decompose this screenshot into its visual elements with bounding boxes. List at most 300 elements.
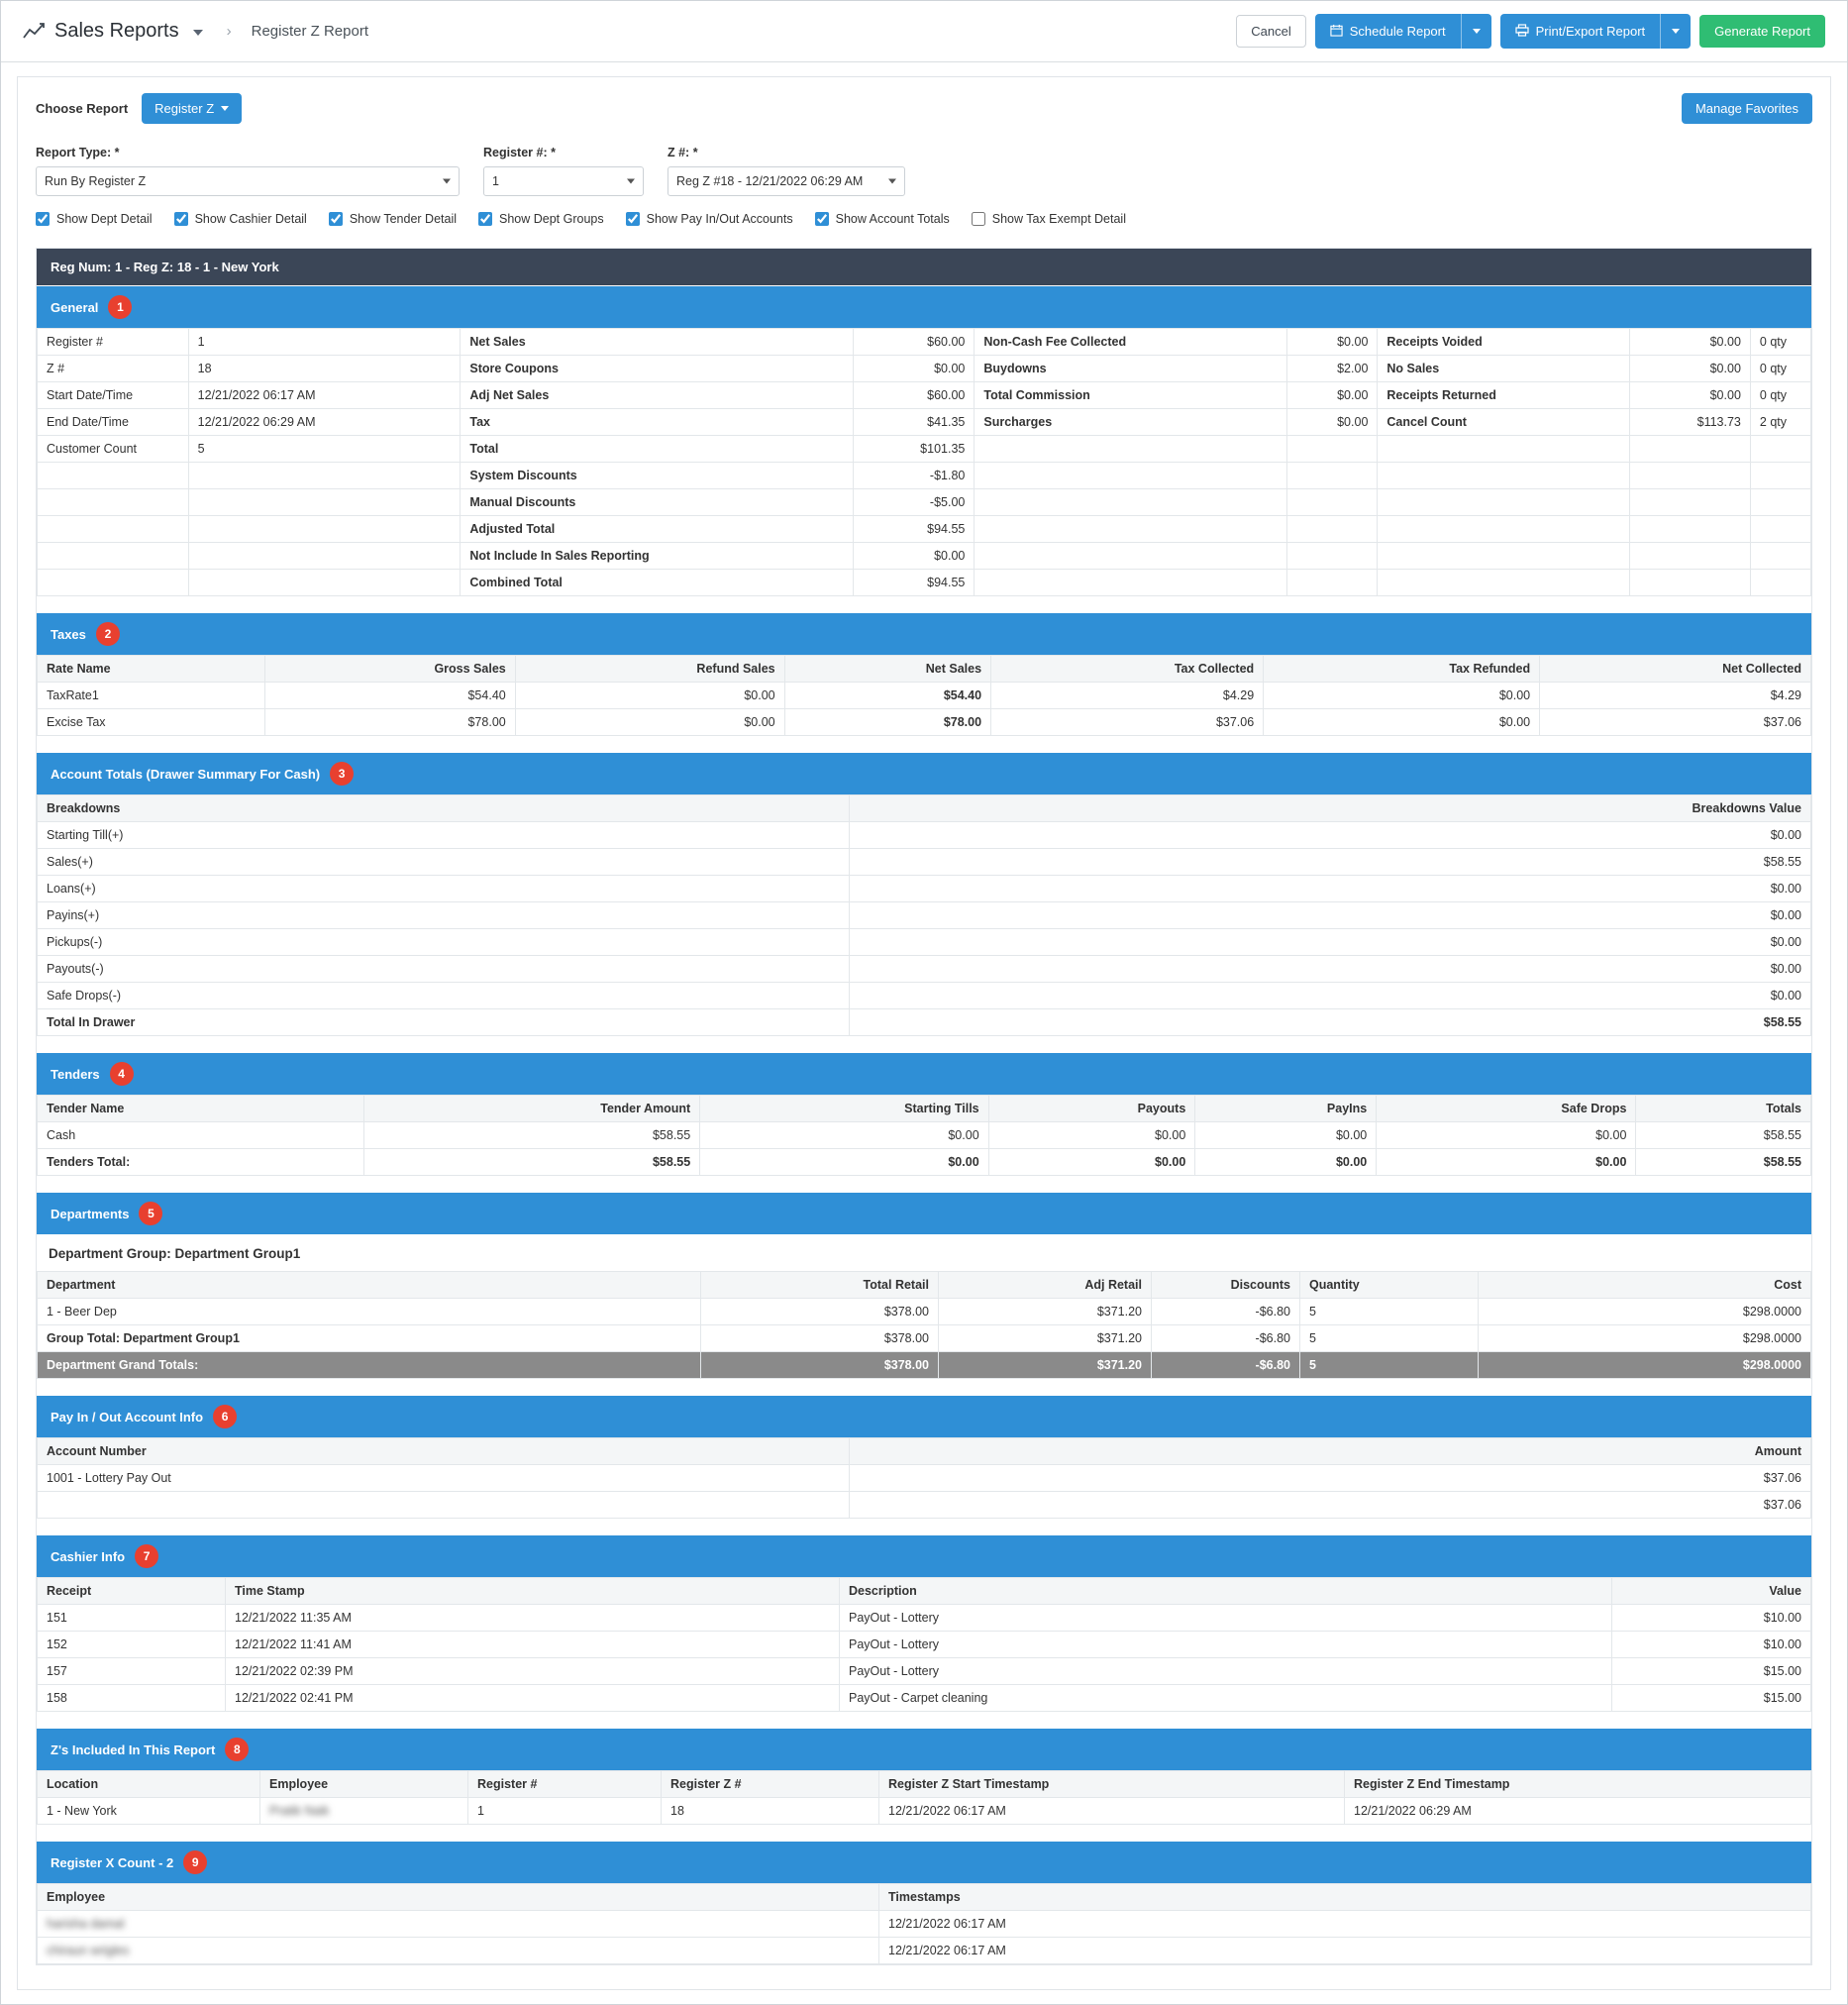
table-cell: $94.55 [854,570,975,596]
table-header-row [38,795,1811,822]
chevron-down-icon [888,179,896,184]
column-header: PayIns [1195,1096,1377,1122]
table-cell [1750,543,1810,570]
column-header: Totals [1636,1096,1811,1122]
table-cell: 0 qty [1750,329,1810,356]
section-header-taxes [37,612,1811,655]
table-row [38,1325,1811,1352]
print-export-button[interactable] [1500,14,1661,49]
section-header-account-totals [37,752,1811,794]
table-row [38,1658,1811,1685]
report-selector-label: Register Z [154,101,215,116]
cashier-info-table [37,1577,1811,1712]
table-cell: $298.0000 [1479,1325,1811,1352]
table-cell [1286,436,1378,463]
table-row [38,849,1811,876]
spacer [37,736,1811,752]
section-header-general [37,285,1811,328]
column-header: Register Z # [662,1771,879,1798]
table-cell: $378.00 [701,1352,939,1379]
table-row [38,1492,1811,1519]
table-cell: 157 [38,1658,226,1685]
table-cell: Cancel Count [1378,409,1629,436]
column-header: Cost [1479,1272,1811,1299]
section-title-departments: Departments [51,1206,130,1221]
table-cell: $0.00 [850,822,1811,849]
table-cell: $0.00 [1629,382,1750,409]
table-cell [188,543,461,570]
table-row [38,1122,1811,1149]
section-badge-8: 8 [225,1738,249,1761]
table-cell [38,570,189,596]
table-row [38,570,1811,596]
table-row [38,1009,1811,1036]
column-header: Employee [38,1884,879,1911]
table-row [38,489,1811,516]
column-header: Net Collected [1540,656,1811,683]
checkbox-input[interactable] [174,212,188,226]
table-cell [1286,516,1378,543]
column-header: Total Retail [701,1272,939,1299]
table-cell: $2.00 [1286,356,1378,382]
table-cell: $0.00 [700,1122,988,1149]
table-cell: $0.00 [1264,709,1540,736]
table-cell: $41.35 [854,409,975,436]
account-totals-table [37,794,1811,1036]
table-header-row [38,1438,1811,1465]
z-number-field [667,146,905,196]
table-row [38,1798,1811,1825]
table-row [38,463,1811,489]
checkbox-input[interactable] [815,212,829,226]
z-number-label: Z #: * [667,146,698,159]
column-header: Tender Name [38,1096,364,1122]
table-cell: PayOut - Carpet cleaning [840,1685,1612,1712]
table-cell: TaxRate1 [38,683,265,709]
table-cell [1378,489,1629,516]
table-cell: $94.55 [854,516,975,543]
table-cell: $0.00 [1286,409,1378,436]
table-cell [1750,489,1810,516]
table-cell [1286,489,1378,516]
section-title-zs-included: Z's Included In This Report [51,1741,216,1757]
checkbox-label: Show Pay In/Out Accounts [646,212,793,226]
table-cell: PayOut - Lottery [840,1658,1612,1685]
checkbox-input[interactable] [626,212,640,226]
choose-report-label: Choose Report [36,101,129,116]
table-cell [38,463,189,489]
table-cell: Net Sales [461,329,854,356]
table-cell: 1 [188,329,461,356]
choose-report-row [36,93,1812,124]
section-title-pay-in-out: Pay In / Out Account Info [51,1409,204,1425]
breadcrumb-current: Register Z Report [251,23,368,40]
pay-in-out-table [37,1437,1811,1519]
table-cell: $0.00 [1195,1122,1377,1149]
schedule-report-split-button[interactable] [1315,14,1491,49]
table-cell: $298.0000 [1479,1299,1811,1325]
column-header: Description [840,1578,1612,1605]
table-cell: $0.00 [1629,329,1750,356]
column-header: Starting Tills [700,1096,988,1122]
table-row [38,822,1811,849]
section-badge-9: 9 [183,1850,207,1874]
table-cell [1629,516,1750,543]
table-cell: $0.00 [1195,1149,1377,1176]
table-cell: $54.40 [265,683,516,709]
z-number-select[interactable] [667,166,905,196]
table-cell [1286,570,1378,596]
table-cell: Cash [38,1122,364,1149]
table-cell [1629,489,1750,516]
section-title-tenders: Tenders [51,1066,100,1082]
checkbox-show-dept-detail[interactable] [36,212,153,226]
table-cell: PayOut - Lottery [840,1632,1612,1658]
table-cell: Loans(+) [38,876,850,902]
checkbox-label: Show Account Totals [835,212,950,226]
column-header: Rate Name [38,656,265,683]
checkbox-show-tax-exempt-detail[interactable] [972,212,1126,226]
table-cell [1378,463,1629,489]
table-cell: 12/21/2022 11:41 AM [226,1632,840,1658]
table-cell [1629,543,1750,570]
table-cell [38,489,189,516]
table-cell: $0.00 [850,876,1811,902]
checkbox-show-cashier-detail[interactable] [174,212,307,226]
table-cell: Buydowns [975,356,1286,382]
table-cell: Total [461,436,854,463]
table-cell: Safe Drops(-) [38,983,850,1009]
table-cell: $0.00 [1629,356,1750,382]
table-cell: $15.00 [1612,1685,1811,1712]
generate-report-button[interactable]: Generate Report [1699,15,1825,48]
table-cell: $0.00 [515,683,784,709]
table-cell: $0.00 [700,1149,988,1176]
column-header: Adj Retail [939,1272,1152,1299]
section-badge-6: 6 [213,1405,237,1428]
table-cell: $0.00 [1264,683,1540,709]
department-group-title: Department Group: Department Group1 [49,1246,301,1261]
table-cell: Store Coupons [461,356,854,382]
section-header-register-x [37,1841,1811,1883]
table-cell: $60.00 [854,382,975,409]
general-table [37,328,1811,596]
chart-icon [23,22,45,42]
column-header: Net Sales [784,656,990,683]
table-cell: $58.55 [364,1149,700,1176]
report-selector-button[interactable] [142,93,242,124]
checkbox-show-pay-in-out-accounts[interactable] [626,212,793,226]
table-cell: $60.00 [854,329,975,356]
table-row [38,1299,1811,1325]
table-row [38,1911,1811,1938]
table-cell: $58.55 [850,849,1811,876]
chevron-down-icon[interactable] [193,30,203,36]
schedule-report-button[interactable] [1315,14,1461,49]
table-cell: System Discounts [461,463,854,489]
table-cell [38,1492,850,1519]
table-row [38,516,1811,543]
top-bar [1,1,1847,62]
table-row [38,1938,1811,1964]
table-cell: Group Total: Department Group1 [38,1325,701,1352]
table-cell: Not Include In Sales Reporting [461,543,854,570]
table-row [38,709,1811,736]
table-cell [188,489,461,516]
table-header-row [38,1771,1811,1798]
table-cell: $58.55 [1636,1149,1811,1176]
table-cell: $78.00 [265,709,516,736]
table-cell: -$6.80 [1152,1325,1300,1352]
table-cell: 12/21/2022 06:17 AM [879,1938,1811,1964]
table-cell: $0.00 [988,1122,1195,1149]
table-cell [1286,543,1378,570]
table-cell [975,463,1286,489]
table-cell: $78.00 [784,709,990,736]
report-type-select[interactable] [36,166,460,196]
table-cell: Payins(+) [38,902,850,929]
column-header: Discounts [1152,1272,1300,1299]
checkbox-input[interactable] [972,212,985,226]
spacer [37,1379,1811,1395]
table-cell: Z # [38,356,189,382]
table-cell: $113.73 [1629,409,1750,436]
checkbox-input[interactable] [36,212,50,226]
spacer [37,1519,1811,1534]
table-cell: -$5.00 [854,489,975,516]
column-header: Register Z End Timestamp [1345,1771,1811,1798]
table-cell: $15.00 [1612,1658,1811,1685]
breadcrumb [23,20,368,43]
table-cell: 5 [1300,1352,1479,1379]
table-cell: 12/21/2022 02:39 PM [226,1658,840,1685]
report-panel [17,76,1831,1990]
column-header: Employee [260,1771,468,1798]
table-cell: 5 [1300,1325,1479,1352]
table-cell: Pratik Naik [260,1798,468,1825]
report-header: Reg Num: 1 - Reg Z: 18 - 1 - New York [37,249,1811,285]
section-header-departments [37,1192,1811,1234]
table-cell: Surcharges [975,409,1286,436]
register-number-value: 1 [492,174,499,188]
table-cell: $0.00 [1286,382,1378,409]
column-header: Register Z Start Timestamp [879,1771,1345,1798]
table-cell: PayOut - Lottery [840,1605,1612,1632]
chevron-down-icon [1473,29,1481,34]
table-row [38,1605,1811,1632]
table-cell: $0.00 [854,543,975,570]
table-cell: Adj Net Sales [461,382,854,409]
app-title[interactable]: Sales Reports [54,20,179,42]
section-header-tenders [37,1052,1811,1095]
table-cell [188,463,461,489]
table-cell: Receipts Voided [1378,329,1629,356]
table-cell [975,570,1286,596]
table-cell: $0.00 [1286,329,1378,356]
table-row [38,543,1811,570]
section-title-account-totals: Account Totals (Drawer Summary For Cash) [51,766,321,782]
table-cell [1750,570,1810,596]
report-type-field [36,146,460,196]
table-cell [975,543,1286,570]
table-cell: $10.00 [1612,1632,1811,1658]
table-cell: -$1.80 [854,463,975,489]
register-number-label: Register #: * [483,146,556,159]
checkbox-label: Show Dept Detail [56,212,153,226]
spacer [37,1176,1811,1192]
table-cell [188,570,461,596]
table-header-row [38,1272,1811,1299]
table-cell: $101.35 [854,436,975,463]
table-cell: $298.0000 [1479,1352,1811,1379]
table-row [38,436,1811,463]
column-header: Timestamps [879,1884,1811,1911]
column-header: Location [38,1771,260,1798]
report-output [36,248,1812,1965]
checkbox-label: Show Tax Exempt Detail [991,212,1126,226]
printer-icon [1515,24,1529,39]
section-header-cashier-info [37,1534,1811,1577]
checkbox-show-account-totals[interactable] [815,212,950,226]
table-cell: 0 qty [1750,356,1810,382]
table-cell: 1 - New York [38,1798,260,1825]
table-cell: $58.55 [1636,1122,1811,1149]
table-row [38,902,1811,929]
print-export-dropdown-arrow[interactable] [1660,14,1691,49]
z-number-value: Reg Z #18 - 12/21/2022 06:29 AM [676,174,864,188]
section-badge-4: 4 [110,1062,134,1086]
table-cell: 12/21/2022 06:17 AM [879,1911,1811,1938]
section-header-zs-included [37,1728,1811,1770]
table-row [38,1149,1811,1176]
table-cell: $0.00 [515,709,784,736]
column-header: Refund Sales [515,656,784,683]
table-cell [38,543,189,570]
table-cell: 5 [1300,1299,1479,1325]
spacer [37,596,1811,612]
section-title-cashier-info: Cashier Info [51,1548,126,1564]
table-header-row [38,656,1811,683]
table-cell: Non-Cash Fee Collected [975,329,1286,356]
table-header-row [38,1578,1811,1605]
chevron-down-icon [1672,29,1680,34]
table-cell: $0.00 [850,902,1811,929]
table-row [38,683,1811,709]
checkbox-show-dept-groups[interactable] [478,212,604,226]
table-cell: 158 [38,1685,226,1712]
table-row [38,929,1811,956]
table-header-row [38,1096,1811,1122]
section-badge-7: 7 [135,1544,158,1568]
manage-favorites-button[interactable]: Manage Favorites [1682,93,1812,124]
table-cell: No Sales [1378,356,1629,382]
table-cell: Starting Till(+) [38,822,850,849]
column-header: Breakdowns [38,795,850,822]
table-cell: $37.06 [850,1465,1811,1492]
checkbox-label: Show Tender Detail [349,212,457,226]
table-row [38,382,1811,409]
table-row [38,983,1811,1009]
table-cell: Total In Drawer [38,1009,850,1036]
table-cell [1378,436,1629,463]
print-export-split-button[interactable] [1500,14,1692,49]
table-cell: 1 - Beer Dep [38,1299,701,1325]
table-cell: End Date/Time [38,409,189,436]
spacer [37,1712,1811,1728]
table-cell: $0.00 [850,956,1811,983]
table-cell: -$6.80 [1152,1352,1300,1379]
table-cell: $4.29 [991,683,1264,709]
report-filters [36,146,1812,196]
spacer [37,1825,1811,1841]
section-header-pay-in-out [37,1395,1811,1437]
taxes-table [37,655,1811,736]
column-header: Amount [850,1438,1811,1465]
chevron-down-icon [627,179,635,184]
chevron-down-icon [443,179,451,184]
table-row [38,356,1811,382]
table-cell: Tax [461,409,854,436]
table-cell: 152 [38,1632,226,1658]
table-cell [1378,570,1629,596]
section-title-taxes: Taxes [51,626,86,642]
spacer [37,1036,1811,1052]
schedule-report-dropdown-arrow[interactable] [1461,14,1491,49]
table-cell [1750,436,1810,463]
table-cell: 12/21/2022 06:17 AM [879,1798,1345,1825]
table-cell [1750,516,1810,543]
checkbox-label: Show Dept Groups [499,212,604,226]
checkbox-input[interactable] [329,212,343,226]
checkbox-input[interactable] [478,212,492,226]
column-header: Tender Amount [364,1096,700,1122]
table-cell: 151 [38,1605,226,1632]
top-bar-actions [1236,14,1825,49]
register-number-select[interactable] [483,166,644,196]
table-cell [975,436,1286,463]
table-cell: $0.00 [850,983,1811,1009]
table-cell: Total Commission [975,382,1286,409]
table-row [38,1632,1811,1658]
table-cell [975,516,1286,543]
cancel-button[interactable]: Cancel [1236,15,1305,48]
column-header: Time Stamp [226,1578,840,1605]
checkbox-label: Show Cashier Detail [194,212,307,226]
table-cell [1750,463,1810,489]
table-cell: $37.06 [850,1492,1811,1519]
table-cell: 18 [662,1798,879,1825]
table-cell: $37.06 [991,709,1264,736]
table-cell [1286,463,1378,489]
table-cell [1378,543,1629,570]
table-cell: chiraun wrigles [38,1938,879,1964]
section-badge-2: 2 [96,622,120,646]
zs-included-table [37,1770,1811,1825]
column-header: Safe Drops [1377,1096,1636,1122]
table-row [38,956,1811,983]
table-cell: 12/21/2022 02:41 PM [226,1685,840,1712]
table-cell: 12/21/2022 06:29 AM [1345,1798,1811,1825]
schedule-report-label: Schedule Report [1349,24,1446,39]
table-cell: Customer Count [38,436,189,463]
table-cell [1629,436,1750,463]
checkbox-show-tender-detail[interactable] [329,212,457,226]
chevron-down-icon [221,106,229,111]
table-cell: $10.00 [1612,1605,1811,1632]
table-cell: Department Grand Totals: [38,1352,701,1379]
column-header: Receipt [38,1578,226,1605]
table-row [38,409,1811,436]
